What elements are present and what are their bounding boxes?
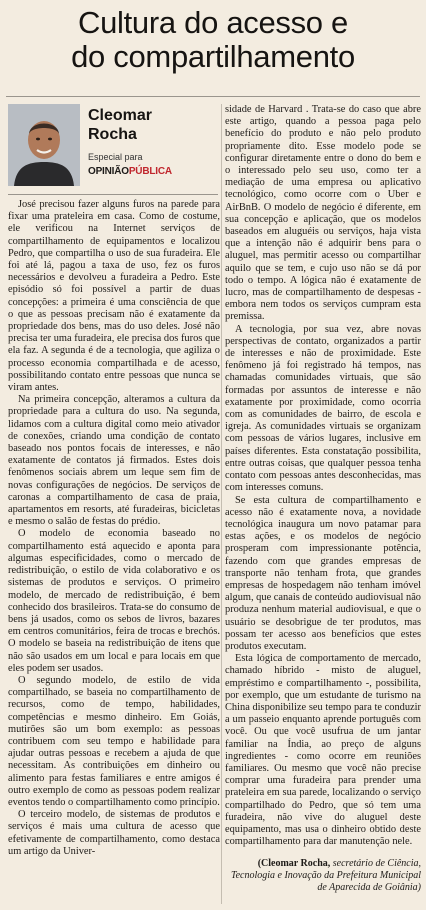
author-rule <box>8 194 218 195</box>
brand-part-2: PÚBLICA <box>128 166 172 177</box>
paragraph: José precisou fazer alguns furos na parede para fixar uma prateleira em casa. Como de costume, ele verificou na Internet serviços de compartilhamento de equipamentos e localizou Pedro, que compartilha o uso de sua furadeira. Ele foi até lá, pagou a taxa de uso, fez os furos necessários e devolveu a furadeira a Pedro. Este episódio só foi possível a partir de duas concepções: a primeira é uma consciência de que o que as pessoas precisam não é exatamente da propriedade dos bens, mas do uso deles. José não precisa ter uma furadeira, ele precisa dos furos que ela faz. A segunda é de a tecnologia, que agiliza o processo economia compartilhada e de acesso, possibilitando contato entre pessoas que nunca se viram antes. <box>8 199 220 394</box>
left-column <box>8 102 220 858</box>
headline-line-1: Cultura do acesso e <box>77 5 348 40</box>
paragraph: O modelo de economia baseado no compartilhamento está aquecido e aponta para algumas especificidades, como o mercado de redistribuição, o estilo de vida colaborativo e os sistemas de produtos e serviços. O primeiro modelo, de mercado de redistribuição, é bem conhecido dos brasileiros. Trata-se do consumo de bens já usados, como os sebos de livros, bazares em centros comunitários, feira de trocas e brechós. O modelo se baseia na redistribuição de itens que não são usados em um local e para locais em que eles podem ser usados. <box>8 528 220 674</box>
author-role: Especial para <box>88 152 143 162</box>
author-block <box>8 102 220 194</box>
paragraph: Se esta cultura de compartilhamento e acesso não é exatamente nova, a novidade tecnológica inaugura um novo patamar para estas ações, e os modelos de negócio prosperam com impressionante potência, fazendo com que grandes empresas de transporte não tenham frota, que grandes empresas de hospedagem não tenham imóvel algum, que canais de conteúdo audiovisual não produza nenhum material audiovisual, e que o usuário se desobrigue de ter produtos, mas possam ter acesso aos benefícios que estes produtos executam. <box>225 494 421 652</box>
headline-rule <box>6 96 420 97</box>
right-body-text <box>225 104 421 848</box>
author-name: Cleomar Rocha <box>88 107 153 143</box>
author-photo-icon <box>8 104 80 186</box>
paragraph: Esta lógica de comportamento de mercado, chamado híbrido - misto de aluguel, empréstimo e compartilhamento -, possibilita, por exemplo, que um estudante de turismo na China disponibilize seu tempo para te conduzir a um passeio enquanto aprende português com você. Ou que você usufrua de um jantar familiar na Índia, ao preço de alguns ingredientes - como ocorre em reuniões familiares. Ou mesmo que você não precise comprar uma furadeira para prender uma prateleira em sua parede, localizando o serviço compartilhado do Pedro, que só tem uma furadeira, não vive do aluguel deste equipamento, mas usa o dinheiro obtido deste compartilhamento para dar manutenção nele. <box>225 653 421 848</box>
paragraph: sidade de Harvard . Trata-se do caso que abre este artigo, quando a pessoa paga pelo benefício do produto e não pelo produto propriamente dito. Esse modelo pode se configurar diretamente entre o dono do bem e o interessado pelo seu uso, como ter a mediação de uma empresa ou aplicativo tecnológico, como ocorre com o Uber e AirBnB. O modelo de negócio é diferente, em sua concepção e aplicação, que os modelos baseados em aluguéis ou serviços, haja vista que a intenção não é adquirir bens para o aluguel, mas permitir acesso ou compartilhar aquilo que se tem, e cujo uso não se dá por todo o tempo. A lógica não é exatamente de lucro, mas de compartilhamento de despesas - embora nem todos os serviços cumpram esta premissa. <box>225 104 421 323</box>
credit-description: secretário de Ciência, Tecnologia e Inovação da Prefeitura Municipal de Aparecida de Goiânia) <box>230 858 421 894</box>
left-body-text <box>8 199 220 858</box>
column-divider <box>221 104 222 904</box>
brand-part-1: OPINIÃO <box>88 166 129 177</box>
paragraph: A tecnologia, por sua vez, abre novas perspectivas de contato, organizados a partir de interesses e não de proximidade. Este fenômeno já foi registrado há tempos, nas chamadas comunidades virtuais, que são formadas por assuntos de interesse e não exatamente por proximidade, como ocorria com as comunidades de bairro, de escola e igreja. As comunidades virtuais se organizam com pessoas de vários lugares, inclusive em países diferentes. Esta constatação possibilita, entre outras coisas, que qualquer pessoa tenha contato com pessoas antes desconhecidas, mas com interesses comuns. <box>225 323 421 494</box>
paragraph: O segundo modelo, de estilo de vida compartilhado, se baseia no compartilhamento de recursos, como de tempo, habilidades, competências e mesmo dinheiro. Em Goiás, mutirões são um bom exemplo: as pessoas contribuem com seu tempo e habilidade para ajudar outras pessoas e recebem a ajuda de que necessitam. As contribuições em dinheiro ou alimento para festas familiares e entre amigos é outro exemplo de como as pessoas podem realizar eventos tendo o compartilhamento como princípio. <box>8 674 220 808</box>
publication-brand <box>88 166 172 177</box>
headline <box>0 6 426 74</box>
paragraph: Na primeira concepção, alteramos a cultura da propriedade para a cultura do uso. Na segunda, lidamos com a cultura digital como meio ativador de conexões, criando uma condição de contato baseado nos pontos focais de interesses, e não exatamente de contatos já firmados. Estes dois fenômenos sociais abrem um leque sem fim de novas configurações de negócios. De serviços de caronas a compartilhamento de casa de praia, apartamentos em resorts, até furadeiras, bicicletas e mesmo o salão de festas do prédio. <box>8 394 220 528</box>
credit-name: (Cleomar Rocha, <box>257 858 331 870</box>
right-column <box>225 104 421 894</box>
headline-line-2: do compartilhamento <box>71 39 355 74</box>
paragraph: O terceiro modelo, de sistemas de produtos e serviços é mais uma cultura de acesso que efetivamente de compartilhamento, como destaca um artigo da Univer- <box>8 809 220 857</box>
author-credit <box>225 858 421 894</box>
